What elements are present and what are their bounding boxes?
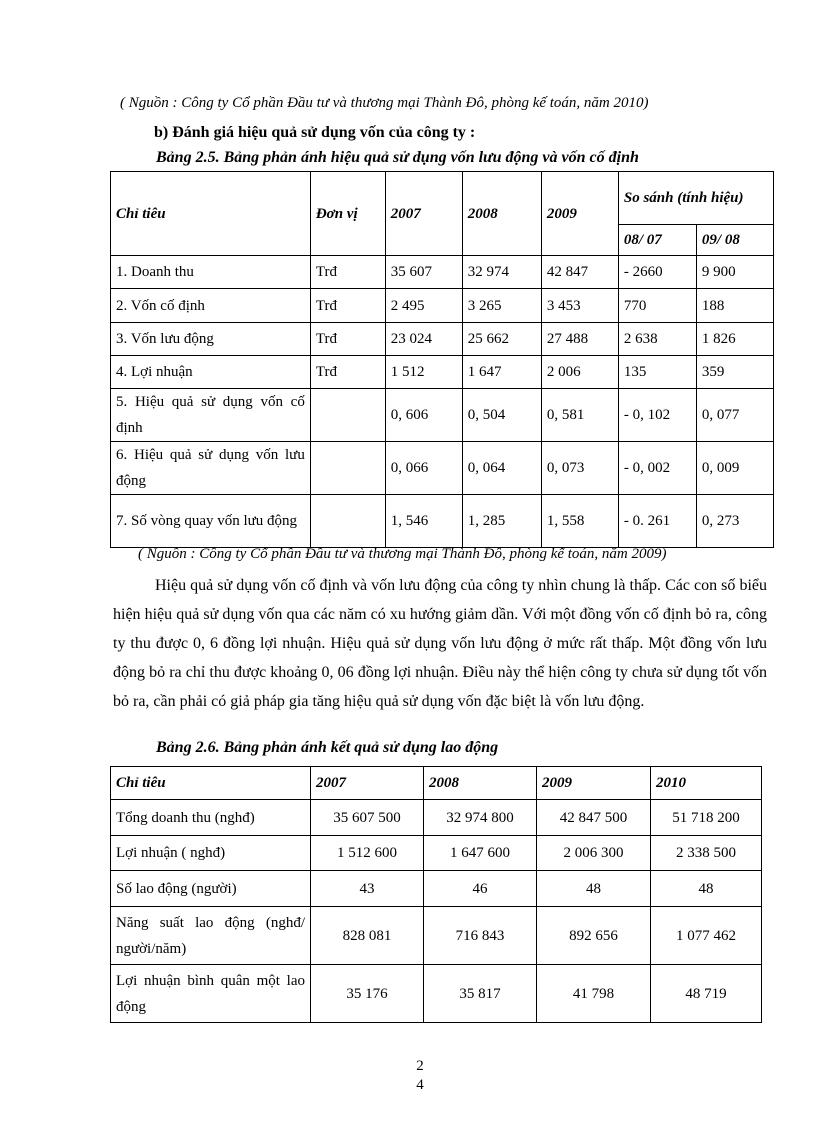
source-note-table1: ( Nguồn : Công ty Cổ phần Đầu tư và thương mại Thành Đô, phòng kế toán, năm 2009) <box>138 546 667 562</box>
row-label: 1. Doanh thu <box>111 256 311 289</box>
analysis-paragraph <box>113 571 767 716</box>
row-label: 7. Số vòng quay vốn lưu động <box>111 495 311 548</box>
cell-2009: 42 847 500 <box>537 800 651 836</box>
header-indicator: Chỉ tiêu <box>111 767 311 800</box>
source-note-top: ( Nguồn : Công ty Cổ phần Đầu tư và thương mại Thành Đô, phòng kế toán, năm 2010) <box>120 95 649 111</box>
cell-cmp2: 0, 273 <box>696 495 773 548</box>
row-unit: Trđ <box>310 356 385 389</box>
table-row <box>111 389 774 442</box>
cell-cmp2: 359 <box>696 356 773 389</box>
table-row <box>111 323 774 356</box>
header-2008: 2008 <box>462 172 541 256</box>
cell-2008: 32 974 800 <box>424 800 537 836</box>
row-label: 5. Hiệu quả sử dụng vốn cố định <box>111 389 311 442</box>
table-row <box>111 256 774 289</box>
header-indicator: Chỉ tiêu <box>111 172 311 256</box>
cell-cmp2: 0, 009 <box>696 442 773 495</box>
cell-cmp2: 9 900 <box>696 256 773 289</box>
row-label: Lợi nhuận ( nghđ) <box>111 836 311 871</box>
row-label: 6. Hiệu quả sử dụng vốn lưu động <box>111 442 311 495</box>
cell-2008: 46 <box>424 871 537 907</box>
cell-cmp1: 2 638 <box>618 323 696 356</box>
header-2009: 2009 <box>541 172 618 256</box>
cell-2010: 1 077 462 <box>651 907 762 965</box>
row-label: Số lao động (người) <box>111 871 311 907</box>
cell-2009: 3 453 <box>541 289 618 323</box>
cell-2007: 35 176 <box>311 965 424 1023</box>
cell-2009: 2 006 300 <box>537 836 651 871</box>
cell-cmp2: 0, 077 <box>696 389 773 442</box>
cell-cmp2: 1 826 <box>696 323 773 356</box>
header-compare: So sánh (tính hiệu) <box>618 172 773 225</box>
cell-cmp1: - 0, 002 <box>618 442 696 495</box>
header-2010: 2010 <box>651 767 762 800</box>
cell-2007: 0, 606 <box>385 389 462 442</box>
cell-cmp1: 770 <box>618 289 696 323</box>
page-number-line2: 4 <box>416 1077 424 1093</box>
table-row <box>111 871 762 907</box>
header-unit: Đơn vị <box>310 172 385 256</box>
paragraph-text: Hiệu quả sử dụng vốn cố định và vốn lưu động của công ty nhìn chung là thấp. Các con số biểu hiện hiệu quả sử dụng vốn qua các năm có xu hướng giảm dần. Với một đồng vốn cố định bỏ ra, công ty thu được 0, 6 đồng lợi nhuận. Hiệu quả sử dụng vốn lưu động ở mức rất thấp. Một đồng vốn lưu động bỏ ra chỉ thu được khoảng 0, 06 đồng lợi nhuận. Điều này thể hiện công ty chưa sử dụng tốt vốn bỏ ra, cần phải có giả pháp gia tăng hiệu quả sử dụng vốn đặc biệt là vốn lưu động. <box>113 577 767 710</box>
header-2008: 2008 <box>424 767 537 800</box>
cell-2008: 0, 064 <box>462 442 541 495</box>
table-row <box>111 907 762 965</box>
cell-2009: 48 <box>537 871 651 907</box>
cell-2008: 0, 504 <box>462 389 541 442</box>
cell-2007: 828 081 <box>311 907 424 965</box>
cell-2007: 1 512 600 <box>311 836 424 871</box>
row-label: Lợi nhuận bình quân một lao động <box>111 965 311 1023</box>
cell-cmp1: - 2660 <box>618 256 696 289</box>
cell-2010: 51 718 200 <box>651 800 762 836</box>
table2-caption: Bảng 2.6. Bảng phản ánh kết quả sử dụng lao động <box>156 739 499 756</box>
header-2009: 2009 <box>537 767 651 800</box>
cell-cmp1: 135 <box>618 356 696 389</box>
row-unit: Trđ <box>310 256 385 289</box>
cell-2009: 892 656 <box>537 907 651 965</box>
row-label: 4. Lợi nhuận <box>111 356 311 389</box>
table1-caption: Bảng 2.5. Bảng phản ánh hiệu quả sử dụng vốn lưu động và vốn cố định <box>156 149 639 166</box>
row-label: 2. Vốn cố định <box>111 289 311 323</box>
cell-2008: 25 662 <box>462 323 541 356</box>
row-unit <box>310 495 385 548</box>
cell-2009: 41 798 <box>537 965 651 1023</box>
cell-2008: 35 817 <box>424 965 537 1023</box>
table-row <box>111 495 774 548</box>
cell-2007: 2 495 <box>385 289 462 323</box>
cell-cmp1: - 0. 261 <box>618 495 696 548</box>
table-row <box>111 965 762 1023</box>
cell-2010: 2 338 500 <box>651 836 762 871</box>
cell-2010: 48 <box>651 871 762 907</box>
cell-2009: 42 847 <box>541 256 618 289</box>
cell-2008: 716 843 <box>424 907 537 965</box>
row-unit: Trđ <box>310 323 385 356</box>
cell-2007: 0, 066 <box>385 442 462 495</box>
cell-2008: 1, 285 <box>462 495 541 548</box>
page-number-line1: 2 <box>416 1058 424 1074</box>
table-row <box>111 356 774 389</box>
cell-2009: 2 006 <box>541 356 618 389</box>
cell-2008: 1 647 600 <box>424 836 537 871</box>
cell-2008: 3 265 <box>462 289 541 323</box>
row-unit <box>310 442 385 495</box>
cell-2009: 0, 073 <box>541 442 618 495</box>
row-label: Năng suất lao động (nghđ/ người/năm) <box>111 907 311 965</box>
cell-2007: 1 512 <box>385 356 462 389</box>
efficiency-table <box>110 171 774 548</box>
table-row <box>111 289 774 323</box>
cell-2008: 32 974 <box>462 256 541 289</box>
header-2007: 2007 <box>385 172 462 256</box>
cell-2007: 1, 546 <box>385 495 462 548</box>
cell-2010: 48 719 <box>651 965 762 1023</box>
table-row <box>111 442 774 495</box>
cell-2007: 43 <box>311 871 424 907</box>
row-label: 3. Vốn lưu động <box>111 323 311 356</box>
section-heading: b) Đánh giá hiệu quả sử dụng vốn của công ty : <box>154 124 476 141</box>
table-row <box>111 800 762 836</box>
header-cmp-09-08: 09/ 08 <box>696 225 773 256</box>
cell-2009: 1, 558 <box>541 495 618 548</box>
row-unit <box>310 389 385 442</box>
row-unit: Trđ <box>310 289 385 323</box>
table-row <box>111 836 762 871</box>
cell-2007: 35 607 <box>385 256 462 289</box>
row-label: Tổng doanh thu (nghđ) <box>111 800 311 836</box>
cell-cmp2: 188 <box>696 289 773 323</box>
cell-2007: 35 607 500 <box>311 800 424 836</box>
cell-cmp1: - 0, 102 <box>618 389 696 442</box>
cell-2008: 1 647 <box>462 356 541 389</box>
cell-2009: 27 488 <box>541 323 618 356</box>
cell-2007: 23 024 <box>385 323 462 356</box>
labor-table <box>110 766 762 1023</box>
header-2007: 2007 <box>311 767 424 800</box>
header-cmp-08-07: 08/ 07 <box>618 225 696 256</box>
cell-2009: 0, 581 <box>541 389 618 442</box>
